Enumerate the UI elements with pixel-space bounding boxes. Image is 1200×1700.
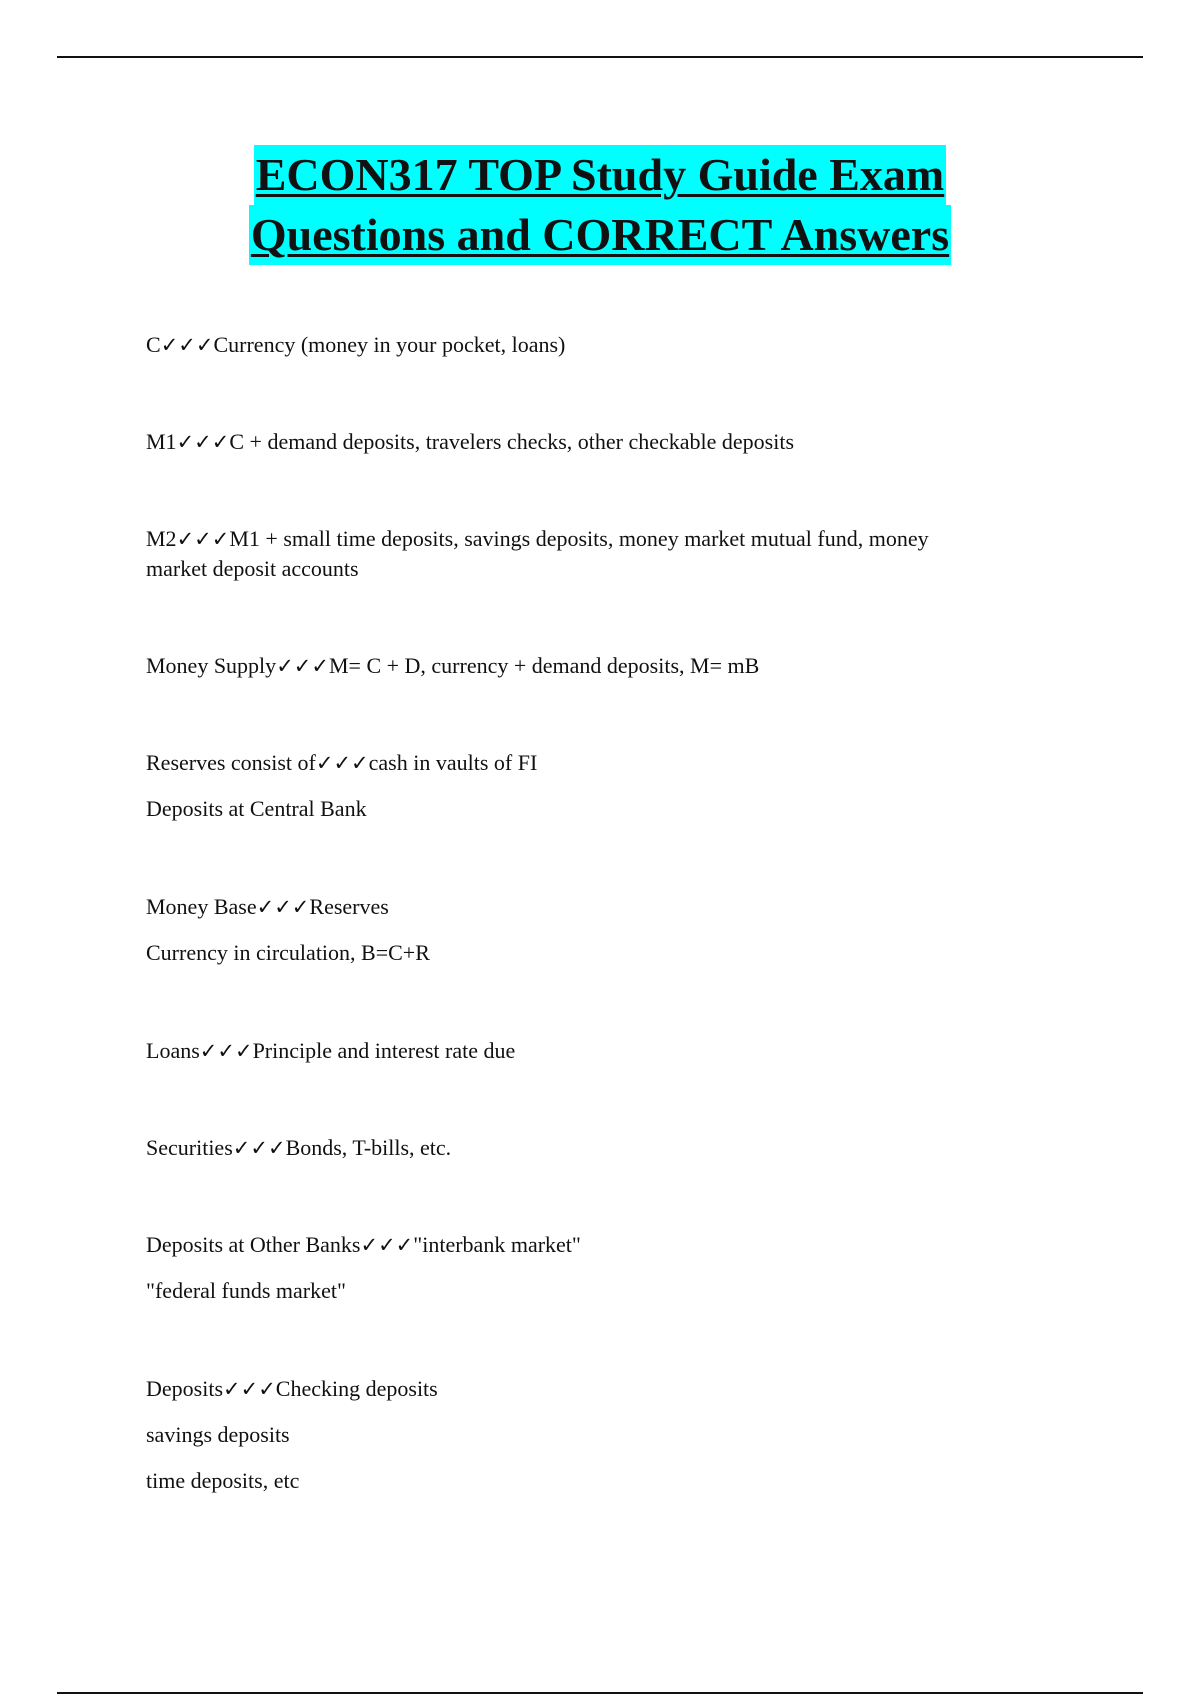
title-line-2: Questions and CORRECT Answers: [249, 205, 951, 265]
header-rule: [57, 56, 1143, 58]
flashcard-entry-loans: [146, 1036, 515, 1066]
term: Deposits: [146, 1376, 223, 1401]
term: M2: [146, 526, 177, 551]
flashcard-entry-deposits-other-banks: [146, 1230, 581, 1306]
answer: "interbank market": [413, 1232, 581, 1257]
check-marks-icon: ✓✓✓: [223, 1377, 276, 1401]
title-line-1: ECON317 TOP Study Guide Exam: [254, 145, 946, 205]
answer-extra-line: Deposits at Central Bank: [146, 796, 367, 821]
answer: cash in vaults of FI: [368, 750, 538, 775]
flashcard-entry-m2: [146, 524, 1046, 584]
check-marks-icon: ✓✓✓: [199, 1039, 253, 1063]
answer: Principle and interest rate due: [252, 1038, 516, 1063]
term: Loans: [146, 1038, 200, 1063]
answer-extra-line: Currency in circulation, B=C+R: [146, 940, 430, 965]
check-marks-icon: ✓✓✓: [232, 1136, 286, 1160]
flashcard-entry-reserves: [146, 748, 537, 824]
flashcard-entry-money-supply: [146, 651, 759, 681]
term: Money Base: [146, 894, 257, 919]
check-marks-icon: ✓✓✓: [276, 654, 329, 678]
flashcard-entry-securities: [146, 1133, 451, 1163]
flashcard-entry-money-base: [146, 892, 430, 968]
term: Reserves consist of: [146, 750, 316, 775]
check-marks-icon: ✓✓✓: [256, 895, 310, 919]
term: M1: [146, 429, 177, 454]
answer: C + demand deposits, travelers checks, other checkable deposits: [229, 429, 795, 454]
check-marks-icon: ✓✓✓: [176, 527, 230, 551]
term: Deposits at Other Banks: [146, 1232, 361, 1257]
answer: Bonds, T-bills, etc.: [285, 1135, 452, 1160]
answer-extra-line: savings deposits: [146, 1422, 290, 1447]
check-marks-icon: ✓✓✓: [176, 430, 230, 454]
footer-rule: [57, 1692, 1143, 1694]
term: C: [146, 332, 161, 357]
check-marks-icon: ✓✓✓: [160, 333, 214, 357]
answer: Currency (money in your pocket, loans): [213, 332, 566, 357]
check-marks-icon: ✓✓✓: [315, 751, 369, 775]
answer: M= C + D, currency + demand deposits, M= mB: [328, 653, 760, 678]
term: Securities: [146, 1135, 233, 1160]
check-marks-icon: ✓✓✓: [360, 1233, 414, 1257]
term: Money Supply: [146, 653, 277, 678]
answer-extra-line: time deposits, etc: [146, 1468, 300, 1493]
flashcard-entry-c: [146, 330, 565, 360]
flashcard-entry-deposits: [146, 1374, 438, 1496]
answer-continued: market deposit accounts: [146, 556, 359, 581]
answer-extra-line: "federal funds market": [146, 1278, 346, 1303]
answer: Reserves: [309, 894, 389, 919]
flashcard-entry-m1: [146, 427, 794, 457]
document-title: [0, 145, 1200, 265]
answer: Checking deposits: [275, 1376, 438, 1401]
answer: M1 + small time deposits, savings deposits, money market mutual fund, money: [229, 526, 929, 551]
